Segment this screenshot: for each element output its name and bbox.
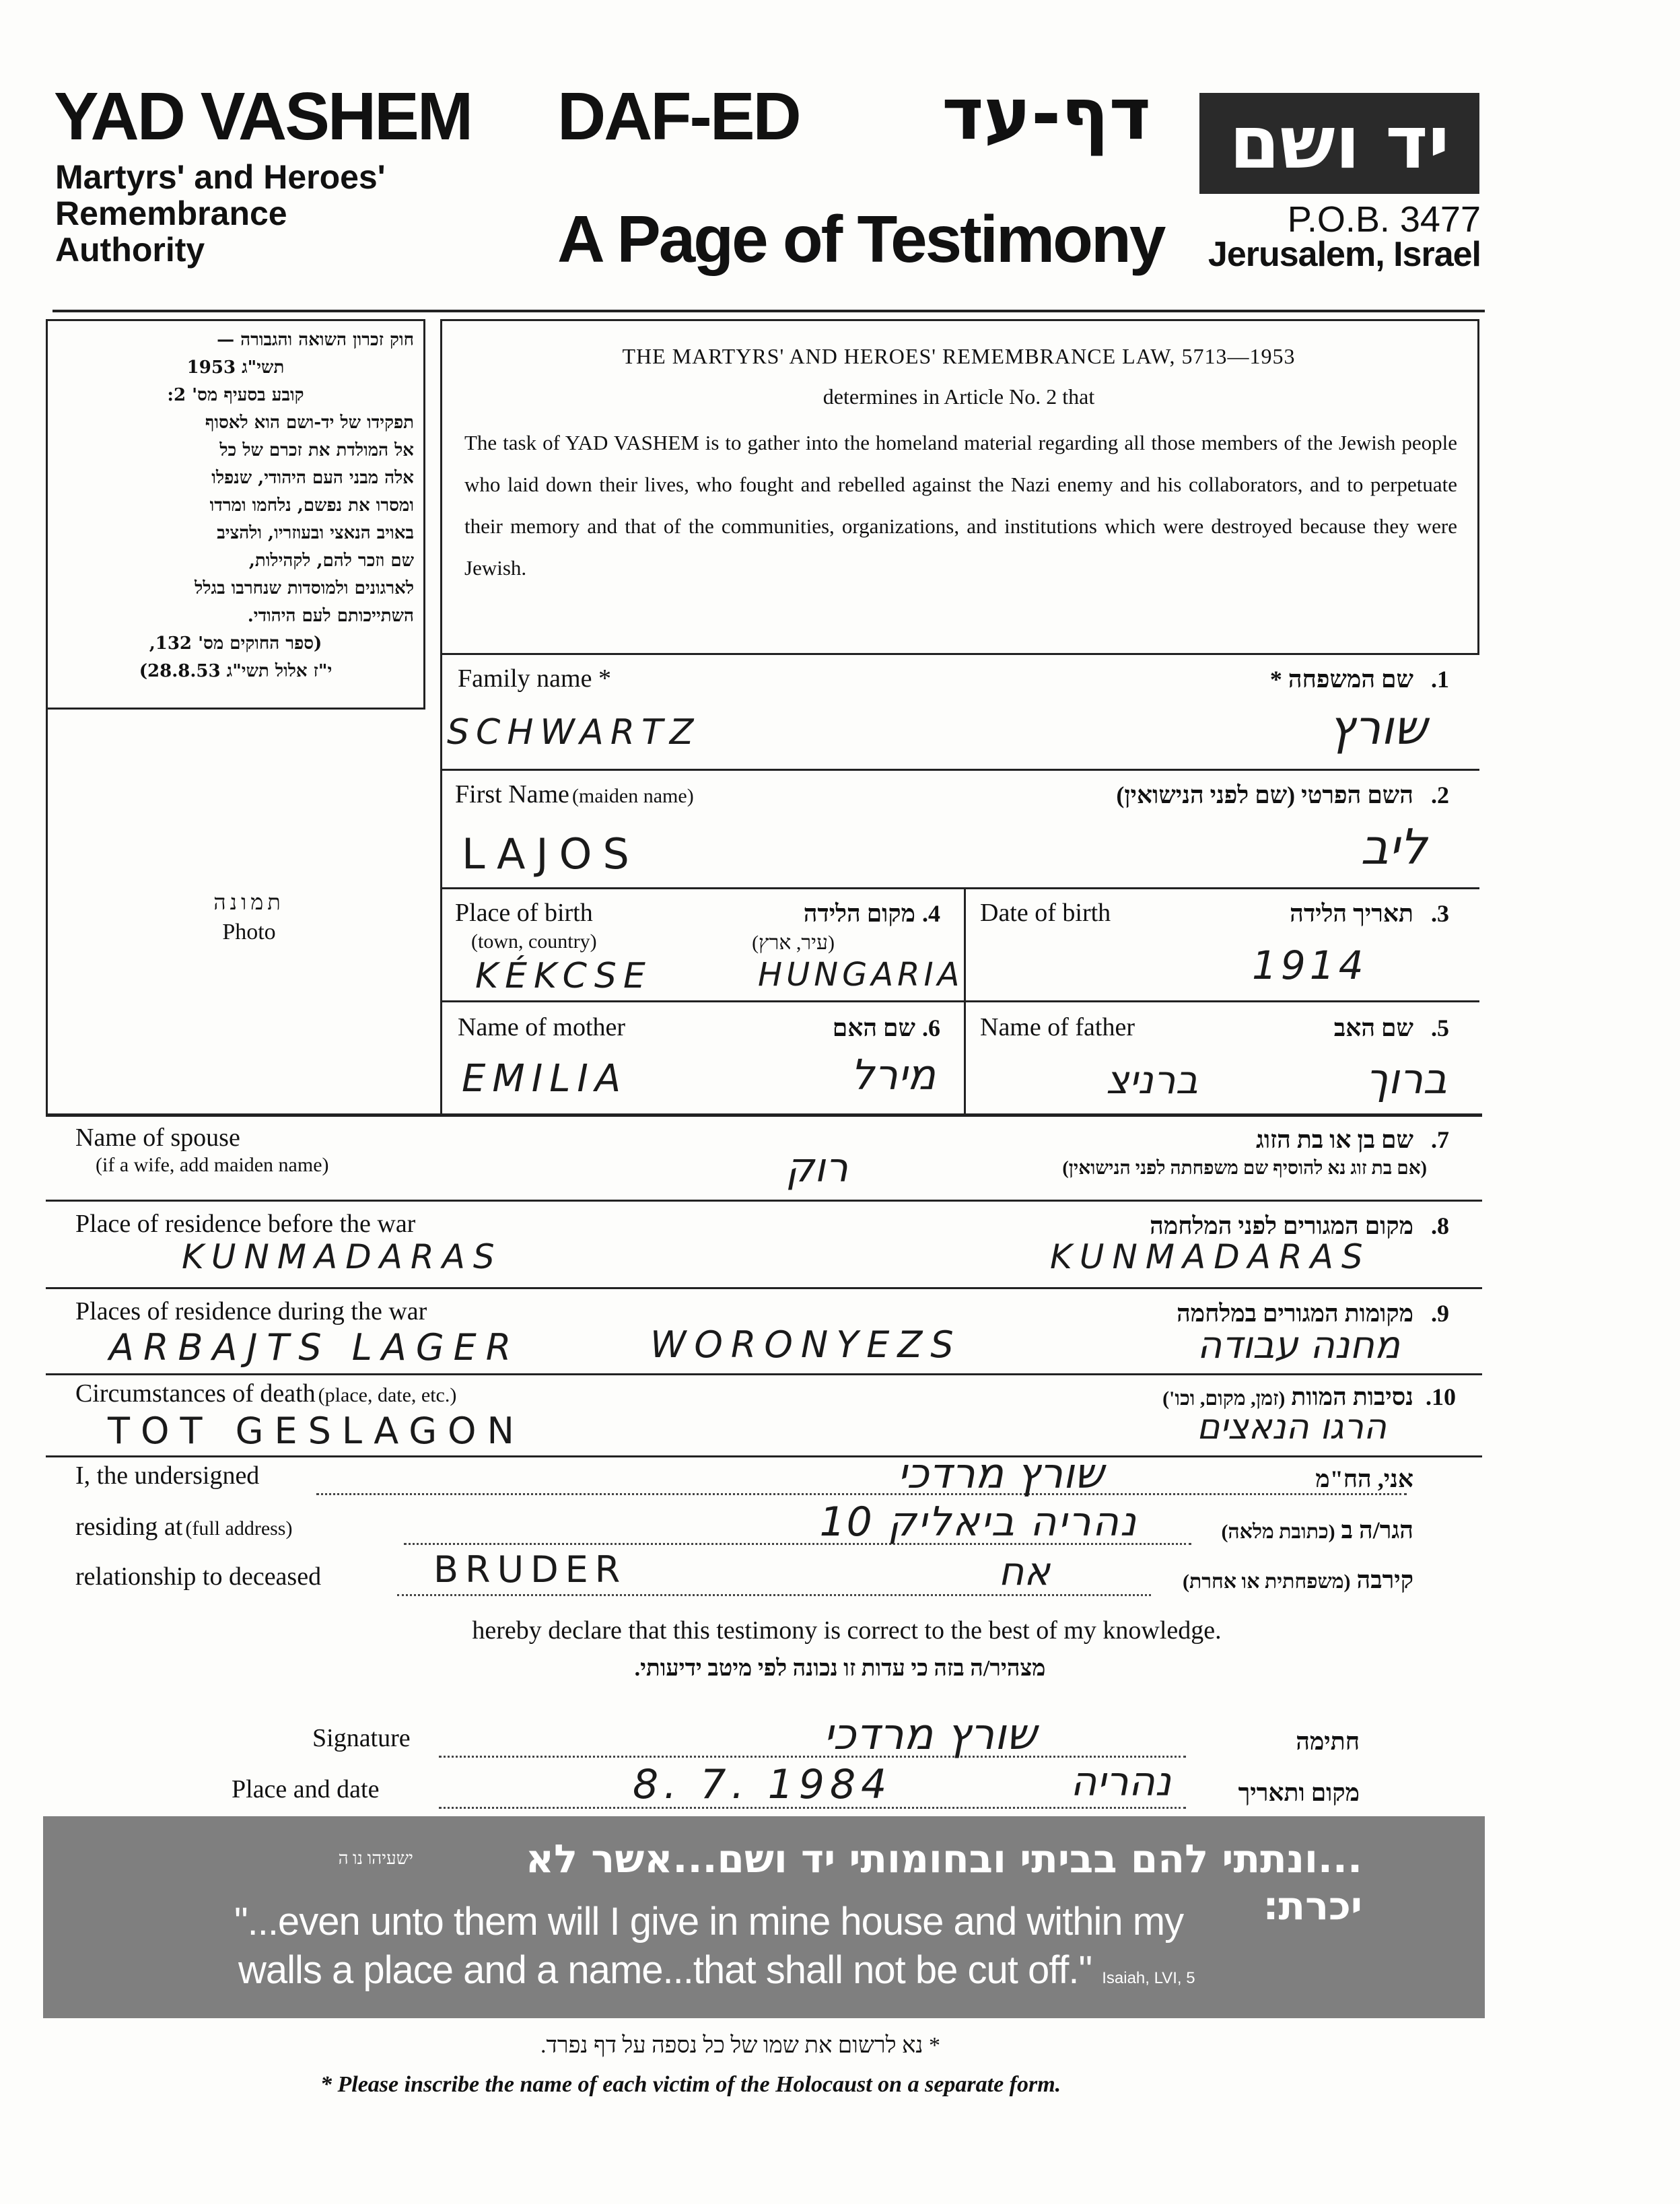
banner-english-reference: Isaiah, LVI, 5	[1102, 1969, 1195, 1987]
field-rule-9	[46, 1373, 1482, 1375]
residence-during-hebrew-label: מקומות המגורים במלחמה	[1177, 1300, 1413, 1327]
residing-hebrew-label	[1191, 1516, 1413, 1544]
banner-english-line-2	[238, 1947, 1195, 2002]
residence-before-label: Place of residence before the war	[75, 1210, 416, 1238]
spouse-label-note: (if a wife, add maiden name)	[96, 1154, 329, 1176]
yad-vashem-logo	[1199, 93, 1479, 194]
father-label: Name of father	[980, 1013, 1135, 1041]
place-of-birth-label-note: (town, country)	[471, 930, 597, 953]
relationship-hebrew-label-text: קירבה	[1356, 1566, 1413, 1593]
banner-hebrew: ...ונתתי להם בביתי ובחומותי יד ושם...אשר לא יכרת:	[525, 1836, 1362, 1929]
signature-label: Signature	[312, 1724, 411, 1752]
residing-hebrew-label-note: (כתובת מלאה)	[1221, 1521, 1335, 1543]
hebrew-law-line-0: חוק זכרון השואה והגבורה —	[217, 330, 414, 350]
first-name-hebrew-label: השם הפרטי (שם לפני הנישואין)	[1116, 782, 1413, 808]
banner-hebrew-reference: ישעיהו נו ה	[338, 1849, 413, 1868]
footer-hebrew-note: * נא לרשום את שמו של כל נספה על דף נפרד.	[540, 2033, 940, 2058]
law-title: THE MARTYRS' AND HEROES' REMEMBRANCE LAW, 5713—1953	[622, 344, 1296, 368]
photo-hebrew: תמונה	[213, 890, 285, 914]
date-of-birth-value[interactable]: 1914	[1252, 942, 1368, 988]
family-name-value[interactable]: SCHWARTZ	[447, 712, 701, 753]
mother-hebrew-value[interactable]: מירל	[850, 1050, 936, 1099]
residing-label	[75, 1512, 292, 1542]
hebrew-law-line-9: לארגונים ולמוסדות שנחרבו בגלל	[195, 578, 414, 598]
city: Jerusalem, Israel	[1208, 235, 1481, 274]
undersigned-label: I, the undersigned	[75, 1461, 260, 1490]
first-name-number: .2	[1431, 782, 1449, 808]
mother-hebrew-label: שם האם	[832, 1014, 915, 1041]
spouse-hebrew-label: שם בן או בת הזוג	[1256, 1126, 1413, 1153]
org-subtitle	[55, 159, 386, 268]
hebrew-law-line-11: (ספר החוקים מס' 132,	[149, 633, 322, 654]
law-text-box	[440, 319, 1479, 653]
daf-ed-title: DAF-ED	[557, 79, 800, 154]
signature-value[interactable]: שורץ מרדכי	[823, 1710, 1037, 1760]
residing-label-note: (full address)	[185, 1517, 293, 1540]
isaiah-banner	[43, 1816, 1485, 2018]
hebrew-law-line-8: שם וזכר להם, לקהילות,	[248, 551, 414, 571]
death-label-text: Circumstances of death	[75, 1379, 316, 1408]
date-of-birth-number: .3	[1431, 900, 1449, 927]
residence-during-hebrew-value[interactable]: מחנה עבודה	[1197, 1323, 1400, 1367]
residence-during-number: .9	[1431, 1300, 1449, 1327]
residence-before-value-2[interactable]: KUNMADARAS	[1050, 1237, 1371, 1276]
first-name-label	[455, 780, 694, 809]
hebrew-law-line-3: תפקידו של יד-ושם הוא לאסוף	[205, 413, 414, 433]
org-title: YAD VASHEM	[54, 79, 472, 154]
relationship-hebrew-label	[1144, 1566, 1413, 1594]
date-of-birth-hebrew-label: תאריך הלידה	[1290, 900, 1413, 927]
relationship-value[interactable]: BRUDER	[433, 1548, 627, 1591]
place-date-label: Place and date	[232, 1775, 380, 1803]
field-rule-1	[440, 769, 1479, 771]
mother-value[interactable]: EMILIA	[462, 1057, 628, 1101]
death-number: .10	[1426, 1383, 1456, 1410]
first-name-hebrew-value[interactable]: ליב	[1360, 819, 1427, 875]
relationship-label: relationship to deceased	[75, 1562, 322, 1591]
declaration-statement: hereby declare that this testimony is correct to the best of my knowledge.	[472, 1616, 1222, 1645]
spouse-hebrew-note: (אם בת זוג נא להוסיף שם משפחתה לפני הנישואין)	[1062, 1158, 1427, 1179]
law-subtitle: determines in Article No. 2 that	[823, 384, 1095, 409]
hebrew-law-line-5: אלה מבני העם היהודי, שנפלו	[211, 468, 414, 488]
family-name-hebrew-label: שם המשפחה *	[1269, 666, 1413, 693]
hebrew-law-line-10: השתייכותם לעם היהודי.	[247, 606, 414, 626]
daf-ed-hebrew: דף-עד	[942, 73, 1151, 156]
mother-number: .6	[922, 1014, 940, 1041]
residing-label-text: residing at	[75, 1513, 183, 1541]
footer-english-note: * Please inscribe the name of each victim of the Holocaust on a separate form.	[320, 2072, 1061, 2097]
relationship-line	[397, 1594, 1151, 1596]
left-law-hebrew	[57, 326, 414, 685]
relationship-hebrew-value[interactable]: אח	[998, 1548, 1050, 1594]
first-name-label-note: (maiden name)	[571, 785, 694, 807]
field-rule-8	[46, 1287, 1482, 1289]
photo-label: Photo	[222, 920, 276, 944]
family-name-number: .1	[1431, 666, 1449, 693]
place-of-birth-country-value[interactable]: HUNGARIA	[758, 956, 964, 994]
spouse-value[interactable]: רוק	[785, 1144, 848, 1192]
death-label	[75, 1379, 456, 1408]
postal-box: P.O.B. 3477	[1287, 199, 1481, 240]
hebrew-law-line-2: קובע בסעיף מס' 2:	[167, 385, 304, 405]
place-date-hebrew-value[interactable]: נהריה	[1070, 1758, 1171, 1805]
place-of-birth-hebrew-note: (עיר, ארץ)	[752, 932, 835, 954]
org-subtitle-line-2: Remembrance	[55, 195, 287, 232]
relationship-hebrew-label-note: (משפחתית או אחרת)	[1183, 1571, 1351, 1593]
law-body: The task of YAD VASHEM is to gather into the homeland material regarding all those members of the Jewish people who laid down their lives, who fought and rebelled against the Nazi enemy and his collaborators, and to perpetuate their memory and that of the communities, organizations, and institutions which were destroyed because they were Jewish.	[464, 431, 1457, 580]
death-label-note: (place, date, etc.)	[318, 1384, 457, 1406]
place-of-birth-value[interactable]: KÉKCSE	[475, 956, 652, 996]
hebrew-law-line-12: י"ז אלול תשי"ג 28.8.53)	[139, 661, 332, 681]
death-value[interactable]: TOT GESLAGON	[108, 1410, 525, 1452]
undersigned-hebrew-label: אני, הח"מ	[1315, 1466, 1413, 1492]
hebrew-law-line-4: אל המולדת את זכרם של כל	[219, 440, 414, 460]
field-rule-2	[440, 887, 1479, 889]
residence-before-number: .8	[1431, 1212, 1449, 1239]
father-value[interactable]: ברניצ	[1106, 1057, 1198, 1103]
residence-before-hebrew-label: מקום המגורים לפני המלחמה	[1150, 1212, 1413, 1239]
residing-value[interactable]: נהריה ביאליק 10	[819, 1499, 1138, 1546]
hebrew-law-line-6: ומסרו את נפשם, נלחמו ומרדו	[209, 495, 414, 516]
banner-english-line-1: "...even unto them will I give in mine house and within my	[234, 1900, 1184, 1943]
place-of-birth-label: Place of birth	[455, 899, 593, 927]
place-date-value[interactable]: 8. 7. 1984	[633, 1761, 893, 1808]
section-rule-thick	[46, 1113, 1482, 1117]
field-top-rule	[440, 653, 1479, 655]
residence-during-value[interactable]: ARBAJTS LAGER	[109, 1326, 521, 1369]
father-number: .5	[1431, 1014, 1449, 1041]
declaration-statement-hebrew: מצהיר/ה בזה כי עדות זו נכונה לפי מיטב ידיעותי.	[634, 1656, 1046, 1681]
residence-before-value[interactable]: KUNMADARAS	[182, 1237, 503, 1276]
father-hebrew-label: שם האב	[1333, 1014, 1413, 1041]
undersigned-value[interactable]: שורץ מרדכי	[897, 1449, 1104, 1498]
left-column-rule	[46, 710, 48, 1113]
main-box-left-rule	[440, 319, 442, 1113]
spouse-label: Name of spouse	[75, 1124, 240, 1152]
residing-hebrew-label-text: הגר/ה ב	[1341, 1517, 1413, 1544]
photo-placeholder	[155, 887, 343, 948]
banner-english-line-2-text: walls a place and a name...that shall not be cut off."	[238, 1948, 1092, 1992]
death-hebrew-label-note: (זמן, מקום, וכו')	[1162, 1387, 1286, 1410]
family-name-label: Family name *	[458, 664, 611, 693]
spouse-number: .7	[1431, 1126, 1449, 1153]
residence-during-value-2[interactable]: WORONYEZS	[650, 1323, 962, 1366]
header-rule	[53, 310, 1485, 312]
org-subtitle-line-1: Martyrs' and Heroes'	[55, 158, 386, 196]
org-subtitle-line-3: Authority	[55, 231, 205, 269]
death-hebrew-value[interactable]: הרגו הנאצים	[1197, 1407, 1387, 1447]
field-rule-3	[440, 1000, 1479, 1002]
death-hebrew-label-text: נסיבות המוות	[1291, 1383, 1413, 1410]
mother-label: Name of mother	[458, 1013, 626, 1041]
left-law-box	[46, 319, 425, 710]
father-hebrew-value[interactable]: ברוך	[1365, 1054, 1447, 1103]
field-rule-7	[46, 1200, 1482, 1202]
residence-during-label: Places of residence during the war	[75, 1297, 427, 1325]
hebrew-law-line-7: באויב הנאצי ובעוזריו, ולהציב	[217, 523, 414, 543]
first-name-value[interactable]: LAJOS	[462, 829, 640, 879]
date-of-birth-label: Date of birth	[980, 899, 1111, 927]
signature-hebrew-label: חתימה	[1296, 1728, 1360, 1755]
family-name-hebrew-value[interactable]: שורץ	[1329, 700, 1427, 755]
page-title: A Page of Testimony	[557, 202, 1164, 276]
logo-hebrew-text: יד ושם	[1229, 101, 1450, 185]
place-of-birth-number: .4	[922, 900, 940, 927]
place-date-hebrew-label: מקום ותאריך	[1238, 1779, 1360, 1806]
first-name-label-text: First Name	[455, 780, 569, 808]
place-of-birth-hebrew-label: מקום הלידה	[803, 900, 915, 927]
hebrew-law-line-1: תשי"ג 1953	[186, 357, 285, 378]
